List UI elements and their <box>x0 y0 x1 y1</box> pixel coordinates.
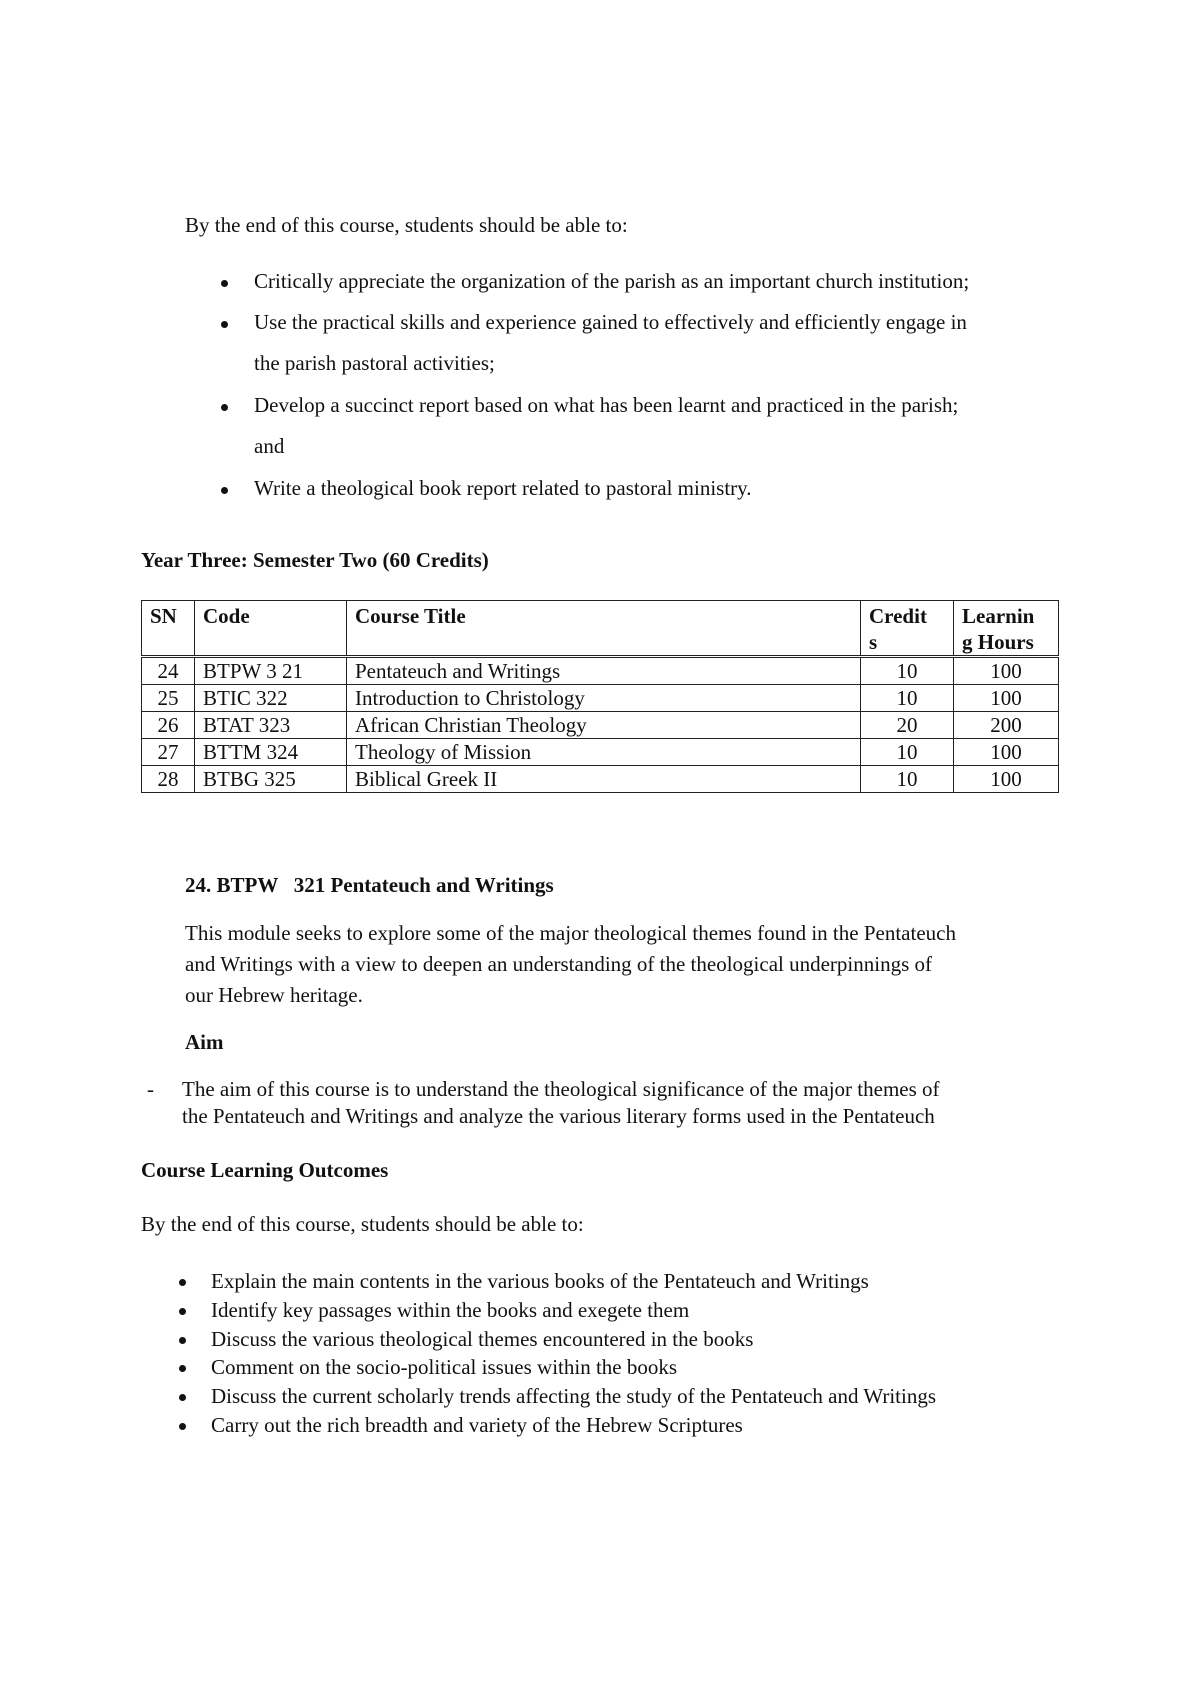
bullet-icon <box>179 1394 186 1401</box>
header-sn: SN <box>142 601 195 657</box>
bullet-icon <box>221 280 228 287</box>
header-learning-hours: Learnin g Hours <box>954 601 1059 657</box>
table-row: 28 BTBG 325 Biblical Greek II 10 100 <box>142 766 1059 793</box>
bullet-icon <box>179 1365 186 1372</box>
bullet-icon <box>221 321 228 328</box>
module-description-line: our Hebrew heritage. <box>185 983 363 1007</box>
aim-text-line: The aim of this course is to understand the theological significance of the major themes of <box>182 1077 940 1101</box>
header-credits: Credit s <box>861 601 954 657</box>
aim-heading: Aim <box>185 1030 224 1054</box>
bullet-icon <box>179 1308 186 1315</box>
bullet-icon <box>179 1423 186 1430</box>
table-row: 26 BTAT 323 African Christian Theology 20 200 <box>142 712 1059 739</box>
table-header-row <box>142 601 1059 657</box>
table-row: 25 BTIC 322 Introduction to Christology 10 100 <box>142 685 1059 712</box>
bullet-icon <box>221 487 228 494</box>
module-heading: 24. BTPW 321 Pentateuch and Writings <box>185 873 554 897</box>
course-table <box>141 600 1059 793</box>
intro-text-top: By the end of this course, students should be able to: <box>185 213 628 237</box>
bullet-icon <box>179 1279 186 1286</box>
aim-text-line: the Pentateuch and Writings and analyze the various literary forms used in the Pentateuch <box>182 1104 935 1128</box>
module-description-line: This module seeks to explore some of the major theological themes found in the Pentateuch <box>185 921 956 945</box>
module-description-line: and Writings with a view to deepen an understanding of the theological underpinnings of <box>185 952 933 976</box>
bullet-icon <box>179 1337 186 1344</box>
clo-heading: Course Learning Outcomes <box>141 1158 389 1182</box>
header-course-title: Course Title <box>347 601 861 657</box>
table-row: 27 BTTM 324 Theology of Mission 10 100 <box>142 739 1059 766</box>
bullet-icon <box>221 404 228 411</box>
semester-heading: Year Three: Semester Two (60 Credits) <box>141 548 489 572</box>
header-code: Code <box>195 601 347 657</box>
aim-dash: - <box>147 1077 154 1101</box>
table-row: 24 BTPW 3 21 Pentateuch and Writings 10 100 <box>142 657 1059 685</box>
intro-text-bottom: By the end of this course, students should be able to: <box>141 1212 584 1236</box>
